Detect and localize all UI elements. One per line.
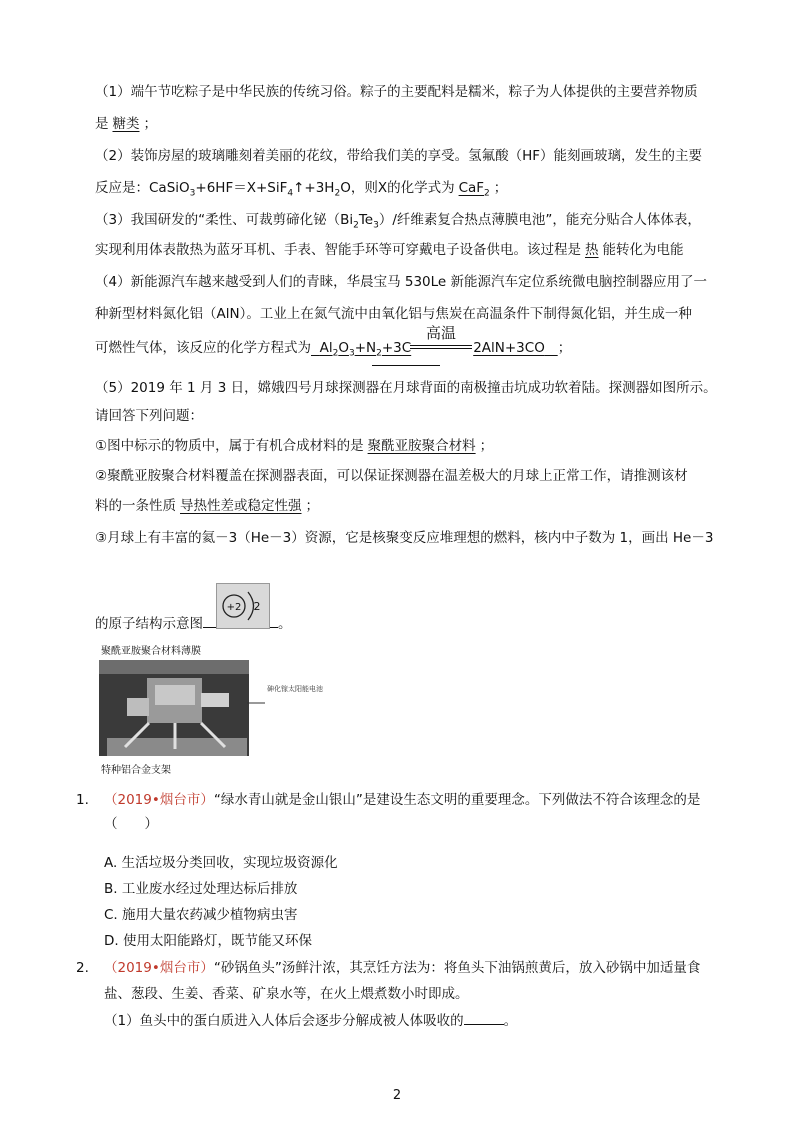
q3-line2 — [95, 240, 684, 260]
q3-text-a: （3）我国研发的“柔性、可裁剪碲化铋（Bi — [95, 212, 354, 228]
lunar-probe-svg — [97, 643, 323, 777]
item1-source: （2019•烟台市） — [104, 792, 214, 808]
q2-eq-part4: O，则X的化学式为 — [340, 180, 455, 196]
q3-text-c: ）/纤维素复合热点薄膜电池”，能充分贴合人体体表， — [378, 212, 701, 228]
q2-line1: （2）装饰房屋的玻璃雕刻着美丽的花纹，带给我们美的享受。氢氟酸（HF）能刻画玻璃，发生的主要 — [95, 148, 703, 164]
q5-line2: 请回答下列问题： — [95, 408, 203, 424]
q2-suffix: ； — [493, 180, 508, 196]
q5-sub1-suffix: ； — [479, 438, 494, 454]
q2-eq-part3: ↑+3H — [293, 180, 335, 196]
q5-sub1 — [95, 436, 493, 456]
fig-label-top: 聚酰亚胺聚合材料薄膜 — [101, 646, 201, 657]
q4-equal-line-bottom — [410, 348, 472, 349]
fig-label-side: 砷化镓太阳能电池 — [267, 685, 323, 693]
q3-answer: 热 — [585, 242, 599, 258]
q4-prefix: 可燃性气体，该反应的化学方程式为 — [95, 340, 311, 356]
q2-answer: CaF$_2$ — [458, 180, 490, 199]
item2-text: “砂锅鱼头”汤鲜汁浓，其烹饪方法为：将鱼头下油锅煎黄后，放入砂锅中加适量食 — [213, 960, 701, 976]
atom-shell-count: 2 — [253, 600, 261, 613]
q5-sub2-prefix: 料的一条性质 — [95, 498, 176, 514]
item2-source: （2019•烟台市） — [104, 960, 214, 976]
atom-structure-diagram — [216, 583, 270, 629]
q5-line1: （5）2019 年 1 月 3 日，嫦娥四号月球探测器在月球背面的南极撞击坑成功软着陆。探测器如图所示。 — [95, 380, 717, 396]
q5-sub3-suffix: 。 — [278, 616, 292, 632]
q5-sub2-line1: ②聚酰亚胺聚合材料覆盖在探测器表面，可以保证探测器在温差极大的月球上正常工作，请推测该材 — [95, 468, 688, 484]
q2-line2: 反应是：$CaSiO_3+6HF=X+SiF_4↑+3H_2O$，则X的化学式为 CaF$_2$ ； — [95, 180, 508, 199]
q5-sub2-answer: 导热性差或稳定性强 — [180, 498, 302, 514]
item2-sub1-suffix: 。 — [503, 1013, 518, 1029]
q4-condition: 高温 — [425, 324, 456, 342]
q4-line2: 种新型材料氮化铝（AlN）。工业上在氮气流中由氧化铝与焦炭在高温条件下制得氮化铝，并生成一种 — [95, 306, 692, 322]
item2-line1 — [104, 958, 700, 978]
item1-text: “绿水青山就是金山银山”是建设生态文明的重要理念。下列做法不符合该理念的是 — [213, 792, 701, 808]
q4-equal-line-top — [410, 345, 472, 346]
page-number: 2 — [392, 1088, 402, 1103]
q4-eq-e: 2AlN+3CO — [473, 340, 545, 356]
q3-line1: （3）我国研发的“柔性、可裁剪碲化铋$(Bi_2Te_3)/$纤维素复合热点薄膜电池”，能充分贴合人体体表， — [95, 212, 701, 231]
item1-option-b: B. 工业废水经过处理达标后排放 — [104, 881, 298, 897]
item2-number: 2. — [76, 960, 89, 976]
q4-suffix: ； — [557, 340, 572, 356]
fig-label-bottom: 特种铝合金支架 — [101, 765, 171, 776]
item1-option-a: A. 生活垃圾分类回收，实现垃圾资源化 — [104, 855, 338, 871]
q2-answer-text: CaF — [458, 180, 485, 196]
q3-text-e: 能转化为电能 — [602, 242, 684, 258]
q1-suffix: ； — [143, 116, 157, 132]
item1-option-d: D. 使用太阳能路灯，既节能又环保 — [104, 933, 312, 949]
q5-sub1-prefix: ①图中标示的物质中，属于有机合成材料的是 — [95, 438, 364, 454]
q5-sub3-prefix: 的原子结构示意图 — [95, 616, 203, 632]
item2-sub1-prefix: （1）鱼头中的蛋白质进入人体后会逐步分解成被人体吸收的 — [104, 1013, 464, 1029]
q4-line3 — [95, 338, 571, 364]
q1-line2 — [95, 114, 157, 134]
q5-sub3-line1: ③月球上有丰富的氦－3（He－3）资源，它是核聚变反应堆理想的燃料，核内中子数为 1，画出 He－3 — [95, 530, 714, 546]
item2-line2: 盐、葱段、生姜、香菜、矿泉水等，在火上煨煮数小时即成。 — [104, 986, 469, 1002]
q5-sub2-line2 — [95, 496, 319, 516]
q4-eq-a: Al — [319, 340, 333, 356]
q4-eq-b: O — [338, 340, 349, 356]
item1-paren: （ ） — [104, 816, 158, 832]
q2-eq-part2: +6HF＝X+SiF — [195, 180, 288, 196]
item2-sub1 — [104, 1010, 517, 1031]
q4-eq-c: +N — [354, 340, 377, 356]
q5-sub2-suffix: ； — [305, 498, 319, 514]
q4-equation: $Al_2O_3+N_2+3C$ 2AlN+3CO — [319, 340, 545, 359]
q3-text-b: Te — [358, 212, 374, 228]
q4-eq-d: +3C — [381, 340, 412, 356]
lunar-probe-figure — [97, 643, 323, 777]
q2-eq-part1: 反应是：CaSiO — [95, 180, 190, 196]
item1-option-c: C. 施用大量农药减少植物病虫害 — [104, 907, 298, 923]
q3-text-d: 实现利用体表散热为蓝牙耳机、手表、智能手环等可穿戴电子设备供电。该过程是 — [95, 242, 581, 258]
item1-line1 — [104, 790, 700, 810]
q4-line1: （4）新能源汽车越来越受到人们的青睐，华晨宝马 530Le 新能源汽车定位系统微电脑控制器应用了一 — [95, 274, 708, 290]
atom-svg — [217, 584, 269, 628]
q4-extra-line — [372, 365, 440, 366]
q1-line1: （1）端午节吃粽子是中华民族的传统习俗。粽子的主要配料是糯米，粽子为人体提供的主要营养物质 — [95, 84, 698, 100]
q1-answer: 糖类 — [112, 116, 140, 132]
item1-number: 1. — [76, 792, 89, 808]
atom-nucleus-label: +2 — [226, 602, 242, 613]
q5-sub1-answer: 聚酰亚胺聚合材料 — [367, 438, 476, 454]
q1-prefix: 是 — [95, 116, 109, 132]
